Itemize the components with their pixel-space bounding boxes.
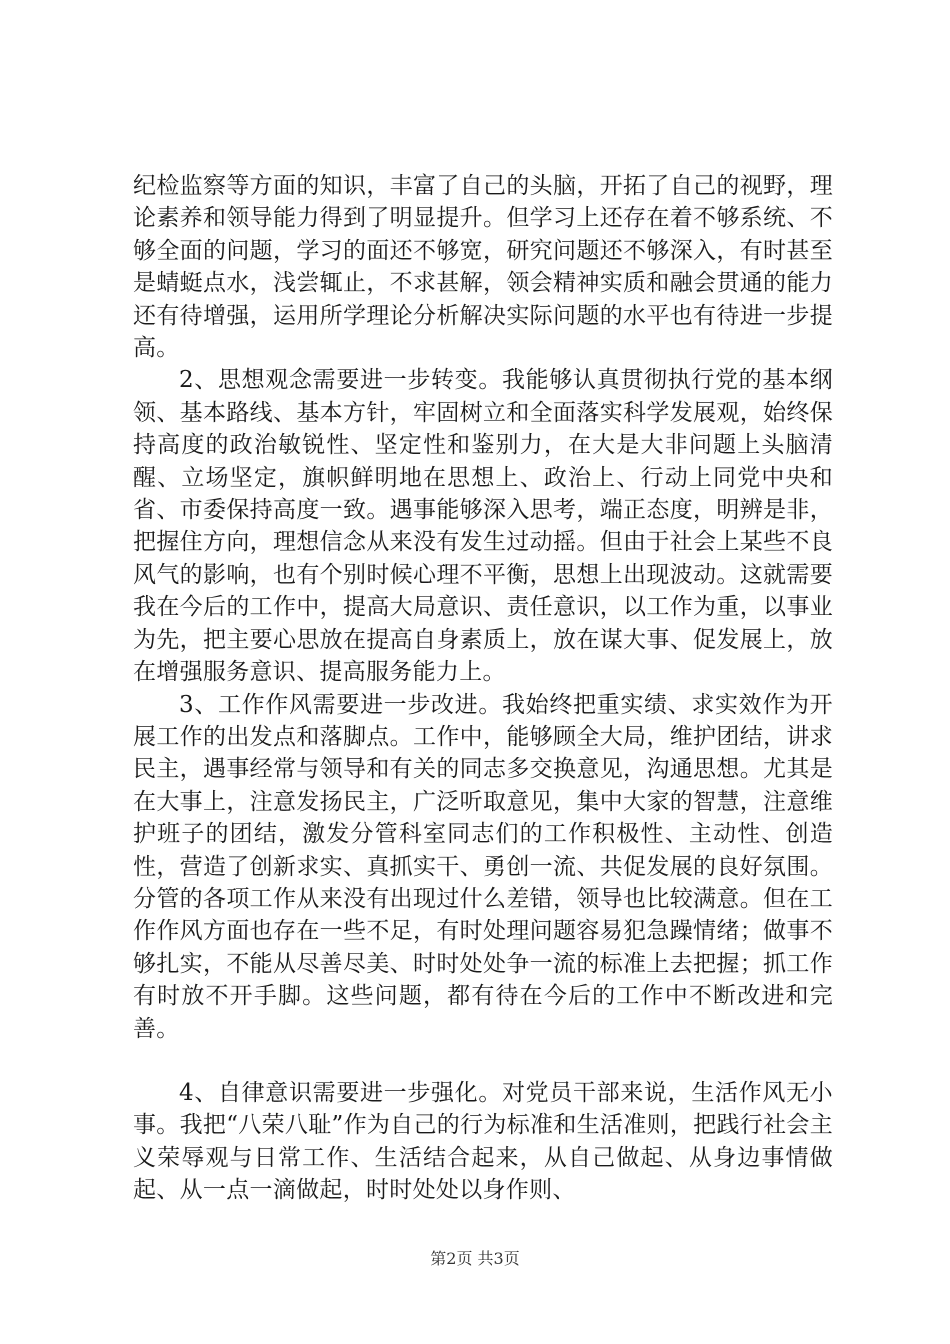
- paragraph-mindset: 2、思想观念需要进一步转变。我能够认真贯彻执行党的基本纲领、基本路线、基本方针，牢固树立和全面落实科学发展观，始终保持高度的政治敏锐性、坚定性和鉴别力，在大是大非问题上头脑清醒、立场坚定，旗帜鲜明地在思想上、政治上、行动上同党中央和省、市委保持高度一致。遇事能够深入思考，端正态度，明辨是非，把握住方向，理想信念从来没有发生过动摇。但由于社会上某些不良风气的影响，也有个别时候心理不平衡，思想上出现波动。这就需要我在今后的工作中，提高大局意识、责任意识，以工作为重，以事业为先，把主要心思放在提高自身素质上，放在谋大事、促发展上，放在增强服务意识、提高服务能力上。: [133, 367, 833, 686]
- paragraph-work-style: 3、工作作风需要进一步改进。我始终把重实绩、求实效作为开展工作的出发点和落脚点。工作中，能够顾全大局，维护团结，讲求民主，遇事经常与领导和有关的同志多交换意见，沟通思想。尤其是在大事上，注意发扬民主，广泛听取意见，集中大家的智慧，注意维护班子的团结，激发分管科室同志们的工作积极性、主动性、创造性，营造了创新求实、真抓实干、勇创一流、共促发展的良好氛围。分管的各项工作从来没有出现过什么差错，领导也比较满意。但在工作作风方面也存在一些不足，有时处理问题容易犯急躁情绪；做事不够扎实，不能从尽善尽美、时时处处争一流的标准上去把握；抓工作有时放不开手脚。这些问题，都有待在今后的工作中不断改进和完善。: [133, 691, 833, 1042]
- paragraph-study-continued: 纪检监察等方面的知识，丰富了自己的头脑，开拓了自己的视野，理论素养和领导能力得到了明显提升。但学习上还存在着不够系统、不够全面的问题，学习的面还不够宽，研究问题还不够深入，有时甚至是蜻蜓点水，浅尝辄止，不求甚解，领会精神实质和融会贯通的能力还有待增强，运用所学理论分析解决实际问题的水平也有待进一步提高。: [133, 173, 833, 362]
- page-number-footer: 第2页 共3页: [430, 1249, 520, 1268]
- paragraph-self-discipline: 4、自律意识需要进一步强化。对党员干部来说，生活作风无小事。我把“八荣八耻”作为自己的行为标准和生活准则，把践行社会主义荣辱观与日常工作、生活结合起来，从自己做起、从身边事情做起、从一点一滴做起，时时处处以身作则、: [133, 1079, 833, 1204]
- document-body: [133, 170, 833, 1207]
